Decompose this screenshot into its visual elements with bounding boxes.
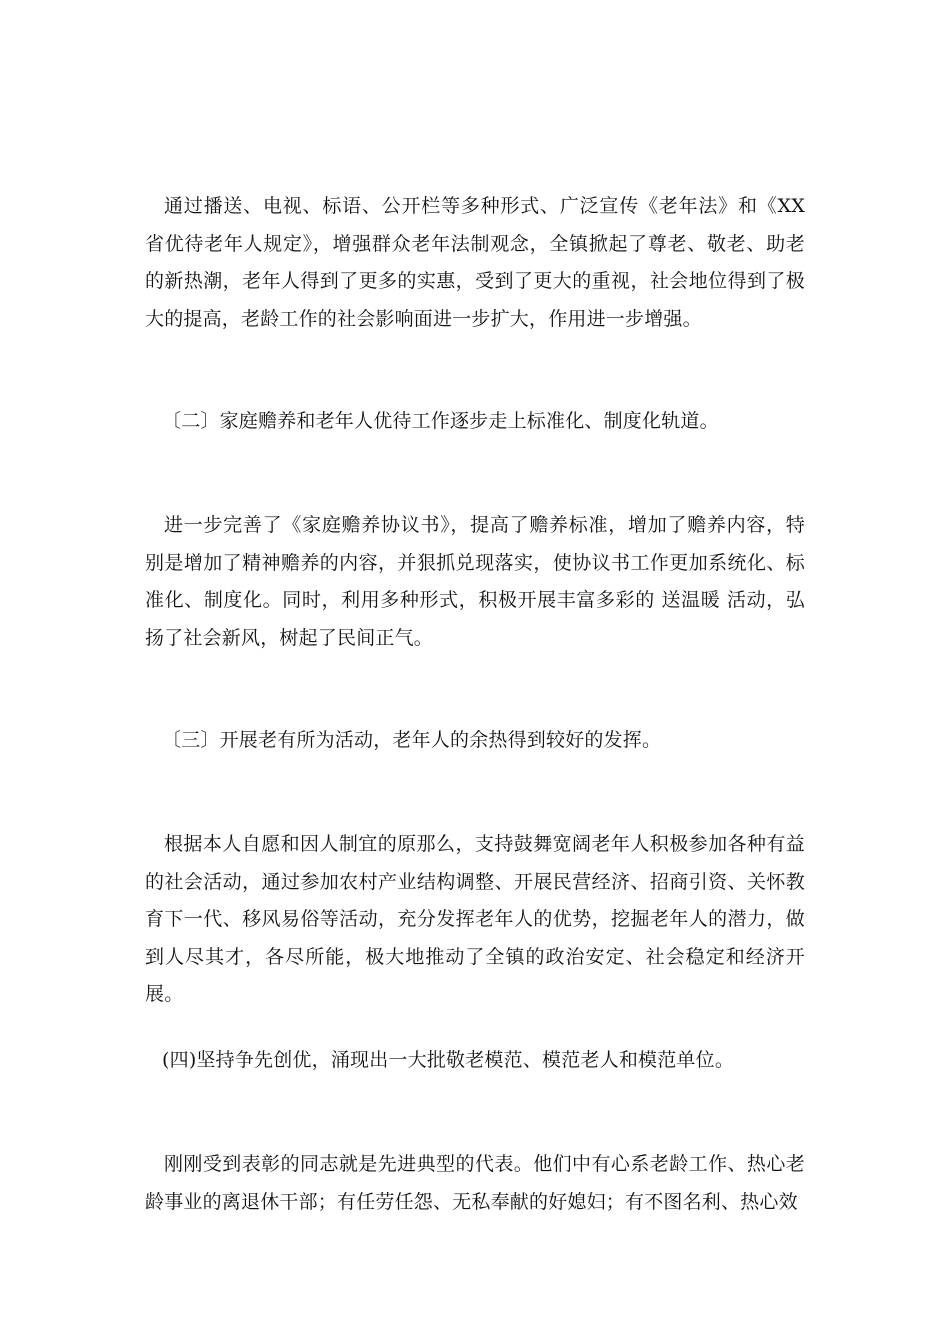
section-heading-2: 〔二〕家庭赡养和老年人优待工作逐步走上标准化、制度化轨道。 — [162, 410, 719, 432]
section-heading-3: 〔三〕开展老有所为活动，老年人的余热得到较好的发挥。 — [162, 729, 662, 751]
paragraph-elderly-activities: 根据本人自愿和因人制宜的原那么，支持鼓舞宽阔老年人积极参加各种有益的社会活动，通过参加农村产业结构调整、开展民营经济、招商引资、关怀教育下一代、移风易俗等活动，充分发挥老年人的优势，挖掘老年人的潜力，做到人尽其才，各尽所能，极大地推动了全镇的政治安定、社会稳定和经济开展。 — [145, 833, 805, 1005]
paragraph-role-models: 刚刚受到表彰的同志就是先进典型的代表。他们中有心系老龄工作、热心老龄事业的离退休干部；有任劳任怨、无私奉献的好媳妇；有不图名利、热心效 — [145, 1153, 805, 1213]
paragraph-family-support: 进一步完善了《家庭赡养协议书》，提高了赡养标准，增加了赡养内容，特别是增加了精神赡养的内容，并狠抓兑现落实，使协议书工作更加系统化、标准化、制度化。同时，利用多种形式，积极开展丰富多彩的 送温暖 活动，弘扬了社会新风，树起了民间正气。 — [145, 514, 805, 649]
paragraph-publicity: 通过播送、电视、标语、公开栏等多种形式、广泛宣传《老年法》和《XX省优待老年人规定》，增强群众老年法制观念，全镇掀起了尊老、敬老、助老的新热潮，老年人得到了更多的实惠，受到了更大的重视，社会地位得到了极大的提高，老龄工作的社会影响面进一步扩大，作用进一步增强。 — [145, 195, 805, 330]
section-heading-4: (四)坚持争先创优，涌现出一大批敬老模范、模范老人和模范单位。 — [162, 1049, 735, 1071]
